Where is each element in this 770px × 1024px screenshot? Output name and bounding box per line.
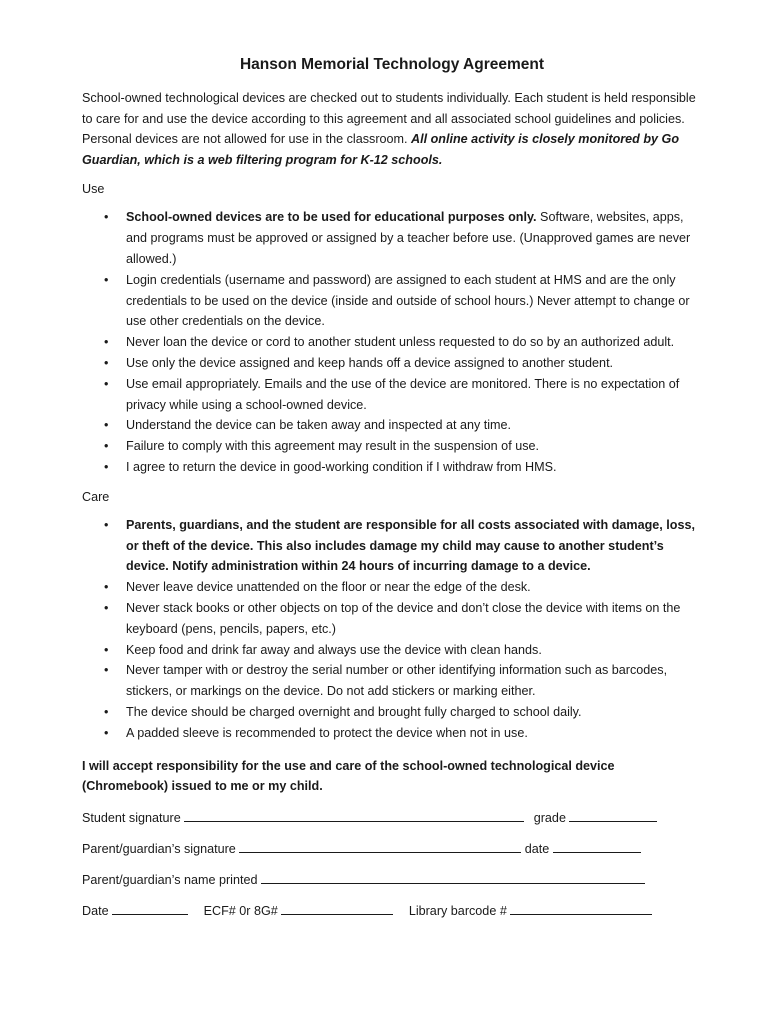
date-label: Date	[82, 904, 109, 919]
list-item	[82, 640, 702, 661]
list-item-text: Never stack books or other objects on top of the device and don’t close the device with items on the keyboard (pens, pencils, papers, etc.)	[126, 600, 681, 636]
bullet-icon: •	[104, 600, 109, 615]
bullet-icon: •	[104, 704, 109, 719]
grade-label: grade	[533, 811, 566, 826]
document-title: Hanson Memorial Technology Agreement	[239, 56, 545, 73]
parent-date-label: date	[524, 842, 550, 857]
student-signature-label: Student signature	[82, 811, 181, 826]
grade-field[interactable]	[569, 807, 657, 822]
agreement-page	[82, 56, 702, 931]
list-item-text: Use only the device assigned and keep hands off a device assigned to another student.	[126, 355, 614, 370]
list-item	[82, 207, 702, 269]
parent-signature-label: Parent/guardian’s signature	[82, 842, 236, 857]
bullet-icon: •	[104, 580, 109, 595]
list-item	[82, 515, 702, 577]
student-signature-row	[82, 807, 702, 838]
list-item	[82, 374, 702, 416]
bullet-icon: •	[104, 418, 109, 433]
ecf-field[interactable]	[281, 900, 393, 915]
bullet-icon: •	[104, 376, 109, 391]
bullet-icon: •	[104, 335, 109, 350]
parent-name-field[interactable]	[261, 869, 645, 884]
bullet-icon: •	[104, 210, 109, 225]
list-item-text: Failure to comply with this agreement may result in the suspension of use.	[126, 439, 539, 454]
intro-paragraph	[82, 88, 702, 170]
list-item-text: Login credentials (username and password) are assigned to each student at HMS and are the only credentials to be used on the device (inside and outside of school hours.) Never attempt to change or use other credentials on the device.	[126, 272, 690, 329]
list-item	[82, 660, 702, 702]
bullet-icon: •	[104, 439, 109, 454]
library-barcode-field[interactable]	[510, 900, 652, 915]
bullet-icon: •	[104, 642, 109, 657]
bullet-icon: •	[104, 272, 109, 287]
list-item-text: Use email appropriately. Emails and the use of the device are monitored. There is no expectation of privacy while using a school-owned device.	[126, 376, 680, 412]
library-barcode-label: Library barcode #	[408, 904, 507, 919]
list-item	[82, 270, 702, 332]
bullet-icon: •	[104, 355, 109, 370]
bullet-icon: •	[104, 459, 109, 474]
list-item	[82, 598, 702, 640]
parent-date-field[interactable]	[553, 838, 641, 853]
list-item-text: A padded sleeve is recommended to protect the device when not in use.	[126, 725, 528, 740]
list-item	[82, 415, 702, 436]
parent-signature-field[interactable]	[239, 838, 521, 853]
bullet-icon: •	[104, 663, 109, 678]
ecf-label: ECF# 0r 8G#	[203, 904, 278, 919]
care-list	[82, 515, 702, 744]
list-item-text: Never leave device unattended on the floor or near the edge of the desk.	[126, 580, 531, 595]
intro-emphasis: All online activity is closely monitored by Go Guardian, which is a web filtering program for K-12 schools.	[82, 132, 680, 167]
list-item-text: Understand the device can be taken away and inspected at any time.	[126, 418, 512, 433]
list-item-text: Never loan the device or cord to another student unless requested to do so by an authorized adult.	[126, 335, 675, 350]
list-item	[82, 702, 702, 723]
date-field[interactable]	[112, 900, 188, 915]
use-list	[82, 207, 702, 477]
parent-signature-row	[82, 838, 702, 869]
list-item	[82, 577, 702, 598]
list-item-text: Never tamper with or destroy the serial number or other identifying information such as barcodes, stickers, or markings on the device. Do not add stickers or marking either.	[126, 663, 668, 699]
date-ecf-barcode-row	[82, 900, 702, 931]
list-item-text: The device should be charged overnight and brought fully charged to school daily.	[126, 704, 582, 719]
student-signature-field[interactable]	[184, 807, 524, 822]
list-item-bold: School-owned devices are to be used for educational purposes only.	[126, 210, 537, 225]
list-item	[82, 353, 702, 374]
list-item-text: I agree to return the device in good-working condition if I withdraw from HMS.	[126, 459, 557, 474]
list-item-text: Software, websites, apps, and programs must be approved or assigned by a teacher before use. (Unapproved games are never allowed.)	[126, 210, 691, 266]
list-item	[82, 457, 702, 478]
bullet-icon: •	[104, 517, 109, 532]
intro-text: School-owned technological devices are checked out to students individually. Each student is held responsible to care for and use the device according to this agreement and all associated school guidelines and policies. Personal devices are not allowed for use in the classroom.	[82, 91, 696, 147]
list-item	[82, 436, 702, 457]
list-item-bold: Parents, guardians, and the student are responsible for all costs associated with damage, loss, or theft of the device. This also includes damage my child may cause to another student’s device. Notify administration within 24 hours of incurring damage to a device.	[126, 517, 695, 574]
list-item	[82, 332, 702, 353]
list-item-text: Keep food and drink far away and always use the device with clean hands.	[126, 642, 542, 657]
acceptance-statement: I will accept responsibility for the use and care of the school-owned technological device (Chromebook) issued to me or my child.	[82, 758, 615, 794]
parent-name-label: Parent/guardian’s name printed	[82, 873, 258, 888]
use-heading: Use	[82, 182, 105, 197]
bullet-icon: •	[104, 725, 109, 740]
list-item	[82, 723, 702, 744]
care-heading: Care	[82, 489, 110, 504]
parent-name-row	[82, 869, 702, 900]
